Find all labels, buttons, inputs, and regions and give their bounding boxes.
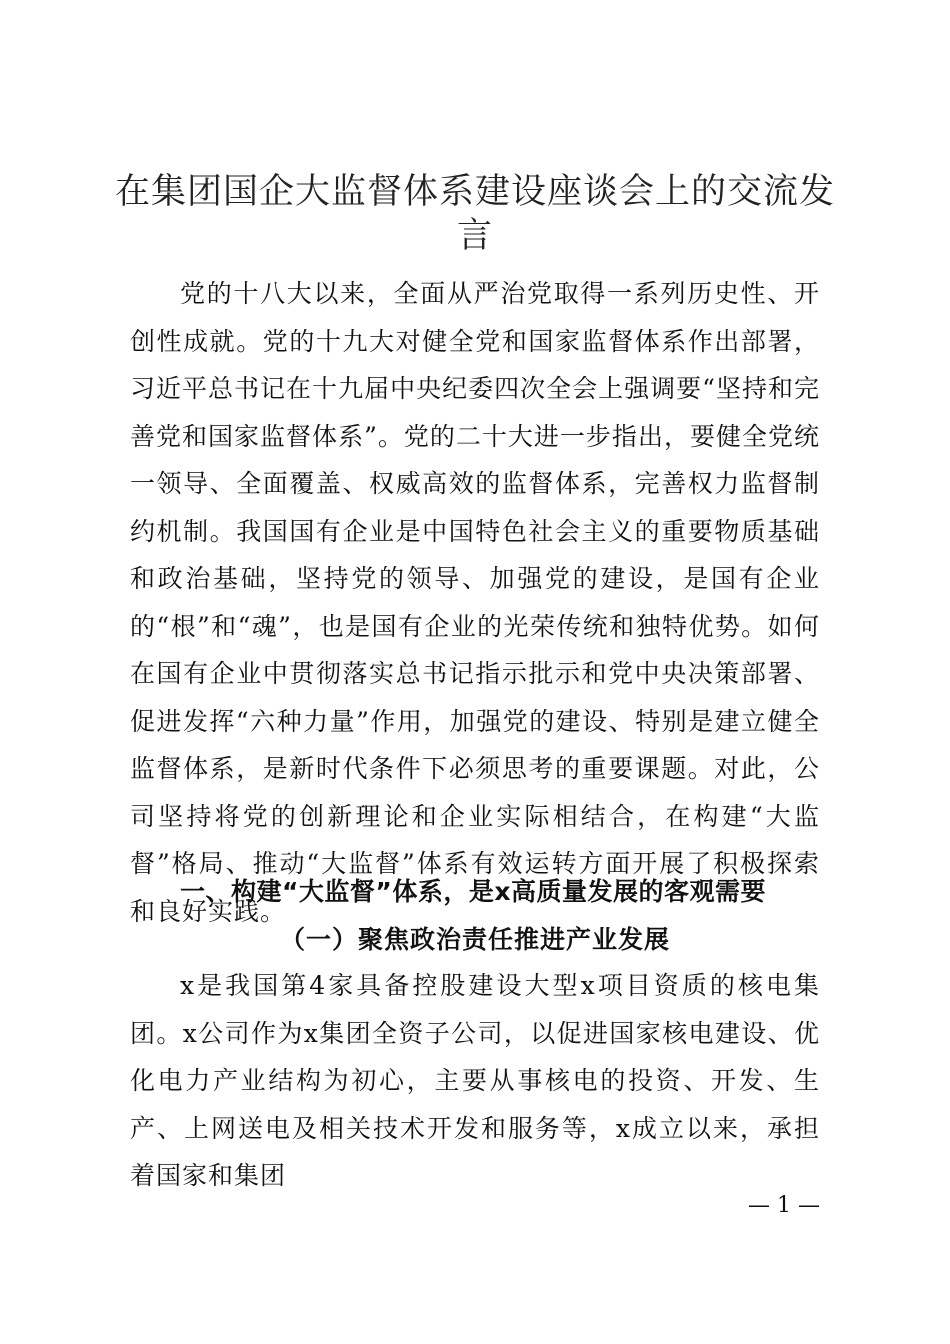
subsection-paragraph-1: x是我国第4家具备控股建设大型x项目资质的核电集团。x公司作为x集团全资子公司，以促进国家核电建设、优化电力产业结构为初心，主要从事核电的投资、开发、生产、上网送电及相关技术开发和服务等，x成立以来，承担着国家和集团 (130, 971, 820, 1190)
page-number: — 1 — (748, 1193, 820, 1218)
subsection-heading-1: （一）聚焦政治责任推进产业发展 (279, 925, 670, 954)
section-heading-1: 一、构建“大监督”体系，是x高质量发展的客观需要 (180, 877, 766, 906)
intro-paragraph: 党的十八大以来，全面从严治党取得一系列历史性、开创性成就。党的十九大对健全党和国家监督体系作出部署，习近平总书记在十九届中央纪委四次全会上强调要“坚持和完善党和国家监督体系”。党的二十大进一步指出，要健全党统一领导、全面覆盖、权威高效的监督体系，完善权力监督制约机制。我国国有企业是中国特色社会主义的重要物质基础和政治基础，坚持党的领导、加强党的建设，是国有企业的“根”和“魂”，也是国有企业的光荣传统和独特优势。如何在国有企业中贯彻落实总书记指示批示和党中央决策部署、促进发挥“六种力量”作用，加强党的建设、特别是建立健全监督体系，是新时代条件下必须思考的重要课题。对此，公司坚持将党的创新理论和企业实际相结合，在构建“大监督”格局、推动“大监督”体系有效运转方面开展了积极探索和良好实践。 (130, 279, 820, 926)
document-title: 在集团国企大监督体系建设座谈会上的交流发言 (114, 172, 835, 256)
